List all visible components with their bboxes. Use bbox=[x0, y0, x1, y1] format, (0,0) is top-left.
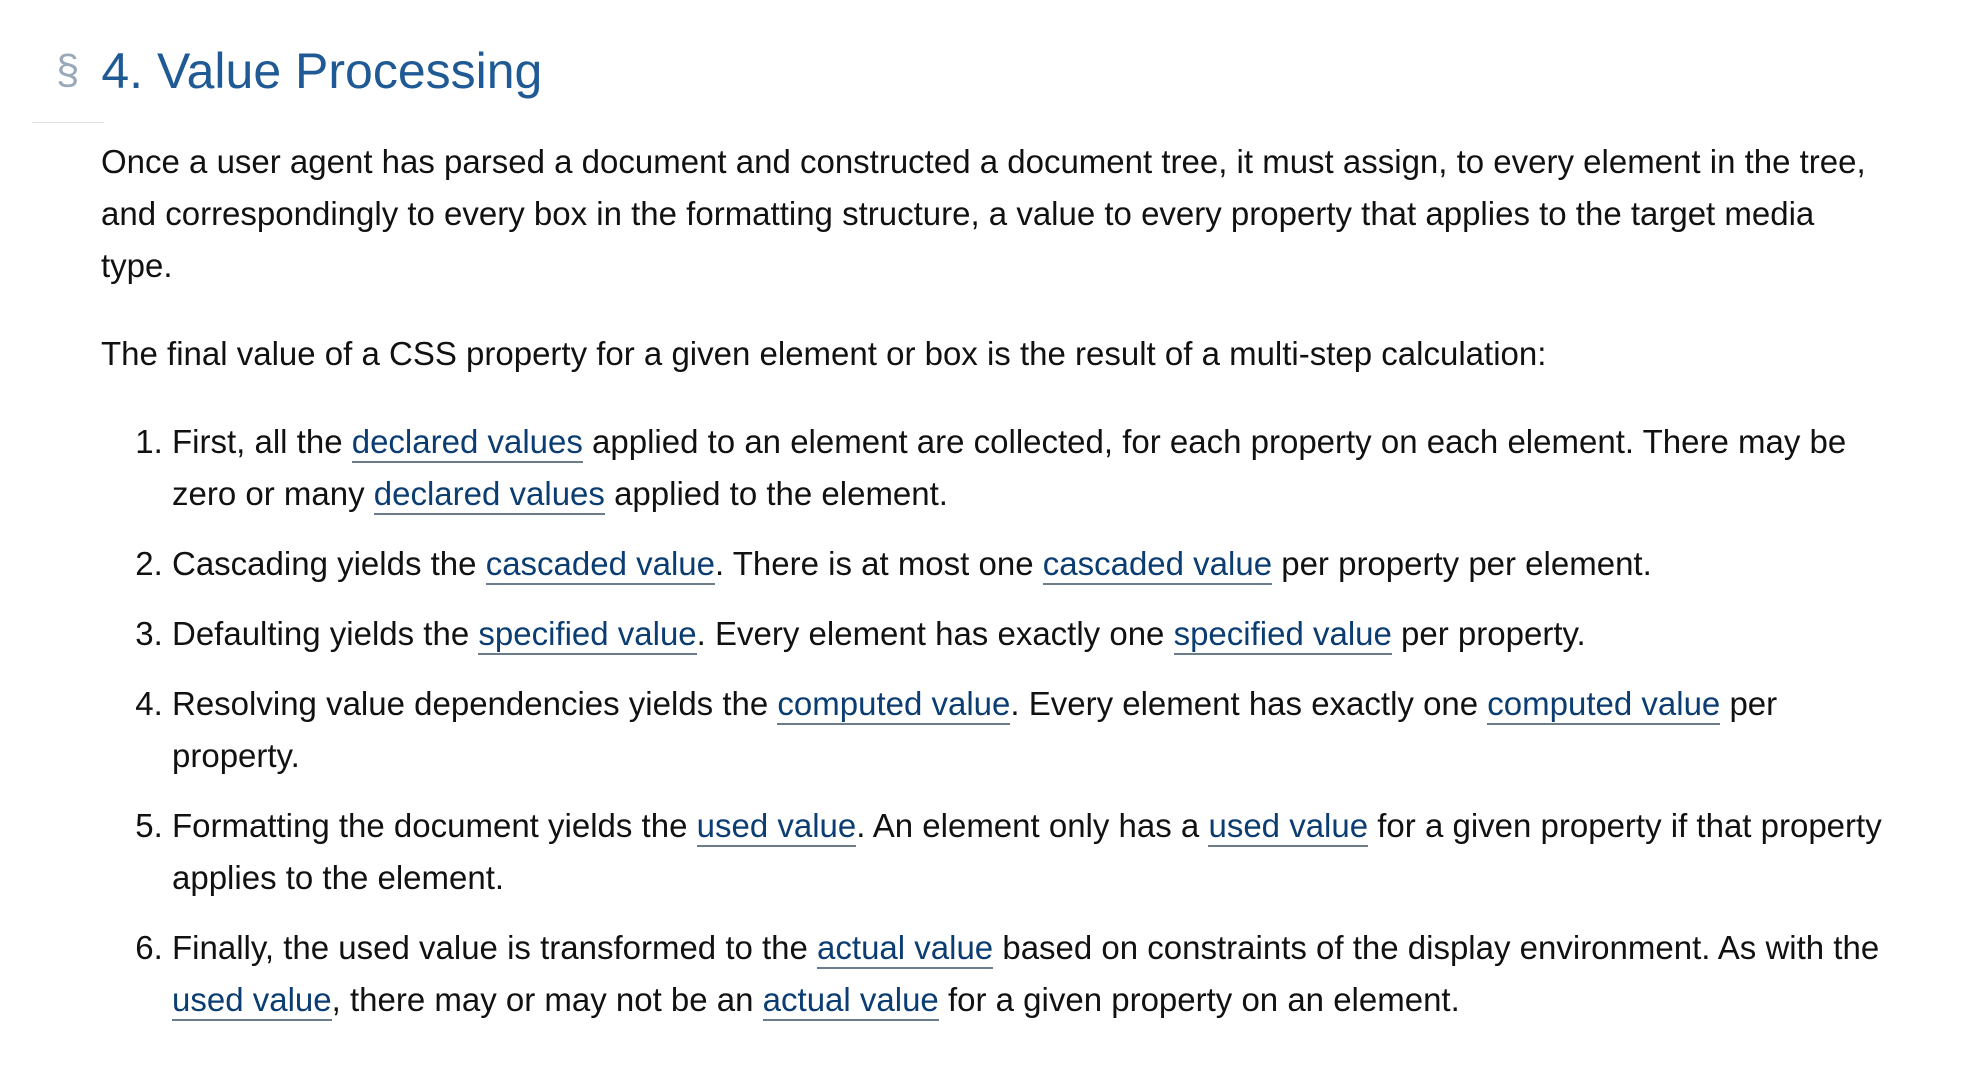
step-text: Formatting the document yields the bbox=[172, 807, 697, 844]
section-anchor-link[interactable]: § bbox=[56, 46, 80, 93]
step-text: Cascading yields the bbox=[172, 545, 486, 582]
term-link-used-value[interactable]: used value bbox=[697, 807, 857, 847]
step-text: Resolving value dependencies yields the bbox=[172, 685, 778, 722]
step-text: per property. bbox=[172, 685, 1778, 774]
step-text: . There is at most one bbox=[715, 545, 1043, 582]
term-link-actual-value[interactable]: actual value bbox=[763, 981, 939, 1021]
step-text: per property. bbox=[1391, 615, 1586, 652]
step-item-2 bbox=[172, 538, 1891, 590]
term-link-cascaded-value[interactable]: cascaded value bbox=[486, 545, 715, 585]
step-text: Defaulting yields the bbox=[172, 615, 479, 652]
step-text: . Every element has exactly one bbox=[696, 615, 1174, 652]
term-link-computed-value[interactable]: computed value bbox=[1487, 685, 1720, 725]
term-link-actual-value[interactable]: actual value bbox=[817, 929, 993, 969]
step-text: . An element only has a bbox=[856, 807, 1209, 844]
section-content bbox=[101, 136, 1891, 1044]
term-link-specified-value[interactable]: specified value bbox=[478, 615, 696, 655]
term-link-used-value[interactable]: used value bbox=[172, 981, 332, 1021]
term-link-specified-value[interactable]: specified value bbox=[1174, 615, 1392, 655]
term-link-computed-value[interactable]: computed value bbox=[777, 685, 1010, 725]
step-text: Finally, the used value is transformed to the bbox=[172, 929, 818, 966]
step-text: applied to an element are collected, for each property on each element. There may be zero or many bbox=[172, 423, 1847, 512]
step-item-1 bbox=[172, 416, 1891, 520]
step-text: for a given property on an element. bbox=[938, 981, 1460, 1018]
term-link-cascaded-value[interactable]: cascaded value bbox=[1043, 545, 1272, 585]
step-item-6 bbox=[172, 922, 1891, 1026]
term-link-declared-values[interactable]: declared values bbox=[352, 423, 583, 463]
step-text: , there may or may not be an bbox=[331, 981, 763, 1018]
step-item-4 bbox=[172, 678, 1891, 782]
step-text: for a given property if that property applies to the element. bbox=[172, 807, 1882, 896]
step-text: . Every element has exactly one bbox=[1010, 685, 1488, 722]
heading-underline bbox=[32, 122, 104, 123]
step-text: based on constraints of the display environment. As with the bbox=[993, 929, 1880, 966]
term-link-used-value[interactable]: used value bbox=[1208, 807, 1368, 847]
intro-paragraph: Once a user agent has parsed a document and constructed a document tree, it must assign, to every element in the tree, and correspondingly to every box in the formatting structure, a value to every property that applies to the target media type. bbox=[101, 143, 1866, 284]
step-text: applied to the element. bbox=[604, 475, 948, 512]
step-text: First, all the bbox=[172, 423, 352, 460]
term-link-declared-values[interactable]: declared values bbox=[374, 475, 605, 515]
section-heading bbox=[56, 30, 542, 111]
calculation-steps-list bbox=[101, 416, 1891, 1026]
step-item-5 bbox=[172, 800, 1891, 904]
step-item-3 bbox=[172, 608, 1891, 660]
lead-paragraph: The final value of a CSS property for a given element or box is the result of a multi-step calculation: bbox=[101, 335, 1547, 372]
section-title: 4. Value Processing bbox=[101, 43, 543, 99]
step-text: per property per element. bbox=[1272, 545, 1652, 582]
